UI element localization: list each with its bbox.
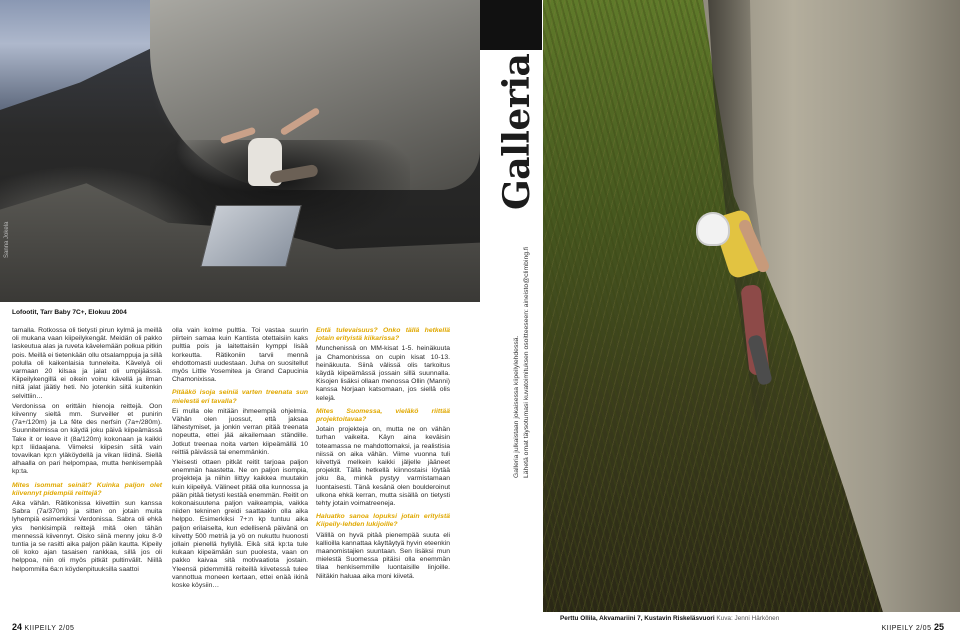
paragraph: tamalla. Rotkossa oli tietysti pirun kylmä ja meillä oli mukana vaan kiipeilykengät. Meidän oli pakko laskeutua alas ja ruveta kävelemään polkua pitkin pois. Meillä ei tietenkään ollu otsalamppuja ja sillä polulla oli kaikenlaisia tunneleita. Kävelyä oli varmaan 20 kilsaa ja jalat oli umpijäässä. Kiipeilykengillä ei oikein voinu kävellä ja ilman niitä jalat jäätiy heti. No jotenkin siitä kuitenkin selvittiin…	[12, 327, 162, 400]
paragraph: Munchenissä on MM-kisat 1-5. heinäkuuta ja Chamonixissa on cupin kisat 10-13. heinäkuuta. Siinä välissä olis tarkoitus käydä kiipeämässä jossain sillä suunnalla. Kisojen lisäksi ollaan menossa Ollin (Manni) kanssa Norjaan katsomaan, jos siellä olis kelejä.	[316, 345, 450, 402]
paragraph: Ei mulla ole mitään ihmeempiä ohjelmia. Vähän olen juossut, että jaksaa lähestymiset, ja jonkin verran pitää treenata nopeutta, ettei jää aikailemaan ständille. Jotkut treenaa noita varten kiipeämällä 10 reittiä päivässä tai enemmänkin.	[172, 407, 308, 456]
interview-question: Entä tulevaisuus? Onko tällä hetkellä jotain erityistä kiikarissa?	[316, 327, 450, 343]
photo-credit-left: Sanna Jokela	[4, 221, 10, 258]
photo-credit-right: Kuva: Jenni Härkönen	[716, 615, 780, 622]
gallery-info-line-1: Galleria julkaistaan jokaisessa kiipeilylehdessä.	[513, 335, 520, 478]
photo-caption-left: Lofootit, Tarr Baby 7C+, Elokuu 2004	[12, 309, 127, 316]
interview-question: Mites Suomessa, vieläkö riittää projektoitavaa?	[316, 407, 450, 424]
helmet-icon	[696, 212, 730, 246]
page-number-right: KIIPEILY 2/05 25	[881, 622, 944, 632]
page-number-left: 24 KIIPEILY 2/05	[12, 622, 75, 632]
interview-question: Pitääkö isoja seiniä varten treenata sun mielestä eri tavalla?	[172, 389, 308, 405]
article-column-1	[12, 327, 162, 576]
interview-question: Haluatko sanoa lopuksi jotain erityistä Kiipeily-lehden lukijoille?	[316, 513, 450, 529]
gallery-info-line-2: Lähetä omat täysotumasi kuvatoimituksen osoitteeseen: aineisto@climbing.fi	[523, 246, 530, 478]
crash-pad	[200, 205, 301, 267]
paragraph: Välillä on hyvä pitää pienempää suuta eli kallioilla kannattaa käyttäytyä hyvin eteenkin maanomistajien suuntaan. Sen lisäksi mun mielestä Suomessa pitäisi olla enemmän tilaa henkisemmille luontaisille linjoille. Niitäkin haluaa aika moni kiivetä.	[316, 531, 450, 580]
bouldering-photo	[0, 0, 480, 302]
article-column-2	[172, 327, 308, 592]
paragraph: Yleisesti ottaen pitkät reitit tarjoaa paljon enemmän haastetta. Ne on paljon isompia, projekteja ja niihin liittyy kaikkea muutakin kuin kiipeilyä. Välineet pitää olla kunnossa ja pään pitää tietysti kestää enemmän. Reitit on kokonaisuutena paljon vaikeampia, vaikka niiden tekninen greidi saattaakin olla aika helppo. Esimerkiksi 7+:n kp tuntuu aika paljon erilaiselta, kun edellisenä päivänä on kiivetty 500 metriä ja yö on nukuttu huonosti jollain pienellä hyllyllä. Eikä sitä kp:ta tule kukaan kiipeämään sun puolesta, vaan on pakko kaivaa sitä motivaatiota jostain. Yleensä pidemmillä reiteillä kiivetessä tulee vannottua moneen kertaan, ettei enää ikinä koske köysiin…	[172, 459, 308, 590]
section-title: Galleria	[496, 53, 538, 210]
magazine-name: KIIPEILY 2/05	[24, 625, 75, 632]
climbing-photo	[543, 0, 960, 612]
photo-caption-right: Perttu Ollila, Akvamariini 7, Kustavin Riskeläsvuori Kuva: Jenni Härkönen	[560, 615, 780, 622]
interview-question: Mites isommat seinät? Kuinka paljon olet kiivennyt pidempiä reittejä?	[12, 481, 162, 497]
paragraph: olla vain kolme pulttia. Toi vastaa suurin piirtein samaa kuin Kantista otettaisiin kaks pulttia pois ja laitettaisiin kymppi lisää korkeutta. Rätikoniin tarvii mennä ehdottomasti uudestaan. Juha on suositellut myös Little Yosemitea ja Grand Capucinia Chamonixissa.	[172, 327, 308, 384]
section-marker-box	[480, 0, 542, 50]
paragraph: Jotain projekteja on, mutta ne on vähän turhan vaikeita. Käyn aina keväisin toteamassa ne mahdottomaksi, ja realistisia niissä on aika vähän. Viime vuonna tuli kiivettyä melkein kaikki jäljelle jääneet projektit. Tällä hetkellä kiinnostaisi löytää joku 8a, minkä pystyy varmistamaan luontaisesti. Tänä kesänä olen boulderoinut ulkona ehkä kerran, mutta sisällä on tietysti tehty jotain voimatreeneja.	[316, 426, 450, 508]
article-column-3	[316, 327, 450, 583]
paragraph: Verdonissa on erittäin hienoja reittejä. Oon kiivenny sieltä mm. Surveiller et punirin (7a+/120m) ja La fête des nerfsin (7a+/280m). Suunnitelmissa on käydä joku päivä kiipeämässä Take it or leave it (8a/120m) kokonaan ja kaikki kp:t liidaajana. Viimeksi kiipesin siitä vain tovavikan kp:n yläköydellä ja vikan liidinä. Siellä alhaalla on pari helpompaa, mutta henkisempää kp:ta.	[12, 402, 162, 476]
gallery-info	[512, 247, 532, 478]
paragraph: Aika vähän. Rätikonissa kiivettiin sun kanssa Sabra (7a/370m) ja sitten on jotain muita lyhempiä esimerkiksi Verdonissa. Sabra oli ehkä yks henkisimpiä reittejä mitä olen tähän mennessä kiivennyt. Oisko siinä menny joku 8-9 tuntia ja se rasitti aika paljon pään kautta. Kipeily oli koko ajan tasaisen rankkaa, sillä jos oli helppoa, niin oli myös pitkät pultinvälit. Niillä helpommilla 6a:n köydenpituuksilla saattoi	[12, 500, 162, 573]
magazine-name: KIIPEILY 2/05	[881, 625, 932, 632]
